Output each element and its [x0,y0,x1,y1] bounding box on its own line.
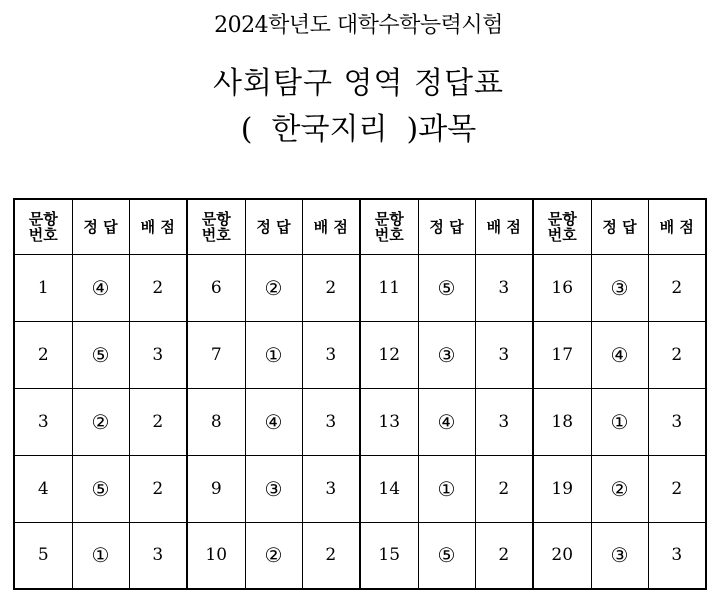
points-value: 2 [129,455,187,522]
question-number: 11 [360,254,418,321]
answer-choice: ④ [591,321,648,388]
answer-choice: ② [245,254,302,321]
points-value: 3 [475,321,533,388]
question-number-header: 문항 번호 [360,199,418,254]
answer-header: 정 답 [245,199,302,254]
answer-choice: ③ [418,321,475,388]
answer-header: 정 답 [72,199,129,254]
answer-choice: ④ [245,388,302,455]
question-number: 14 [360,455,418,522]
question-number: 19 [533,455,591,522]
table-row [14,388,706,455]
answer-choice: ⑤ [72,455,129,522]
question-number: 15 [360,522,418,589]
points-value: 2 [475,522,533,589]
answer-choice: ② [245,522,302,589]
points-value: 3 [129,321,187,388]
question-number: 6 [187,254,245,321]
answer-choice: ① [591,388,648,455]
points-header: 배 점 [302,199,360,254]
answer-choice: ⑤ [72,321,129,388]
points-header: 배 점 [129,199,187,254]
points-value: 2 [129,254,187,321]
question-number: 4 [14,455,72,522]
points-value: 2 [648,321,706,388]
question-number-header: 문항 번호 [533,199,591,254]
answer-key-table [13,198,707,590]
answer-choice: ③ [245,455,302,522]
question-number: 20 [533,522,591,589]
points-value: 2 [302,254,360,321]
question-number: 10 [187,522,245,589]
answer-choice: ③ [591,254,648,321]
table-row [14,455,706,522]
question-number-header: 문항 번호 [14,199,72,254]
points-value: 3 [648,388,706,455]
answer-choice: ② [72,388,129,455]
answer-choice: ① [245,321,302,388]
answer-choice: ⑤ [418,254,475,321]
table-row [14,522,706,589]
question-number: 2 [14,321,72,388]
points-value: 3 [648,522,706,589]
question-number: 16 [533,254,591,321]
table-row [14,321,706,388]
points-value: 3 [302,321,360,388]
points-value: 3 [475,388,533,455]
points-value: 3 [475,254,533,321]
answer-choice: ③ [591,522,648,589]
answer-header: 정 답 [418,199,475,254]
answer-choice: ④ [418,388,475,455]
answer-header: 정 답 [591,199,648,254]
answer-choice: ① [418,455,475,522]
points-header: 배 점 [475,199,533,254]
question-number: 7 [187,321,245,388]
points-value: 3 [129,522,187,589]
question-number: 17 [533,321,591,388]
table-row [14,254,706,321]
question-number: 8 [187,388,245,455]
points-value: 2 [302,522,360,589]
points-value: 2 [129,388,187,455]
question-number-header: 문항 번호 [187,199,245,254]
question-number: 12 [360,321,418,388]
answer-choice: ① [72,522,129,589]
points-value: 2 [475,455,533,522]
answer-choice: ⑤ [418,522,475,589]
question-number: 18 [533,388,591,455]
question-number: 9 [187,455,245,522]
question-number: 3 [14,388,72,455]
document-title: 사회탐구 영역 정답표 [213,66,504,101]
exam-title: 2024학년도 대학수학능력시험 [214,13,503,38]
points-value: 2 [648,455,706,522]
header-row [14,199,706,254]
answer-choice: ④ [72,254,129,321]
subject-title: ( 한국지리 )과목 [240,112,477,147]
question-number: 13 [360,388,418,455]
question-number: 5 [14,522,72,589]
question-number: 1 [14,254,72,321]
points-value: 3 [302,455,360,522]
points-value: 2 [648,254,706,321]
answer-choice: ② [591,455,648,522]
points-header: 배 점 [648,199,706,254]
points-value: 3 [302,388,360,455]
